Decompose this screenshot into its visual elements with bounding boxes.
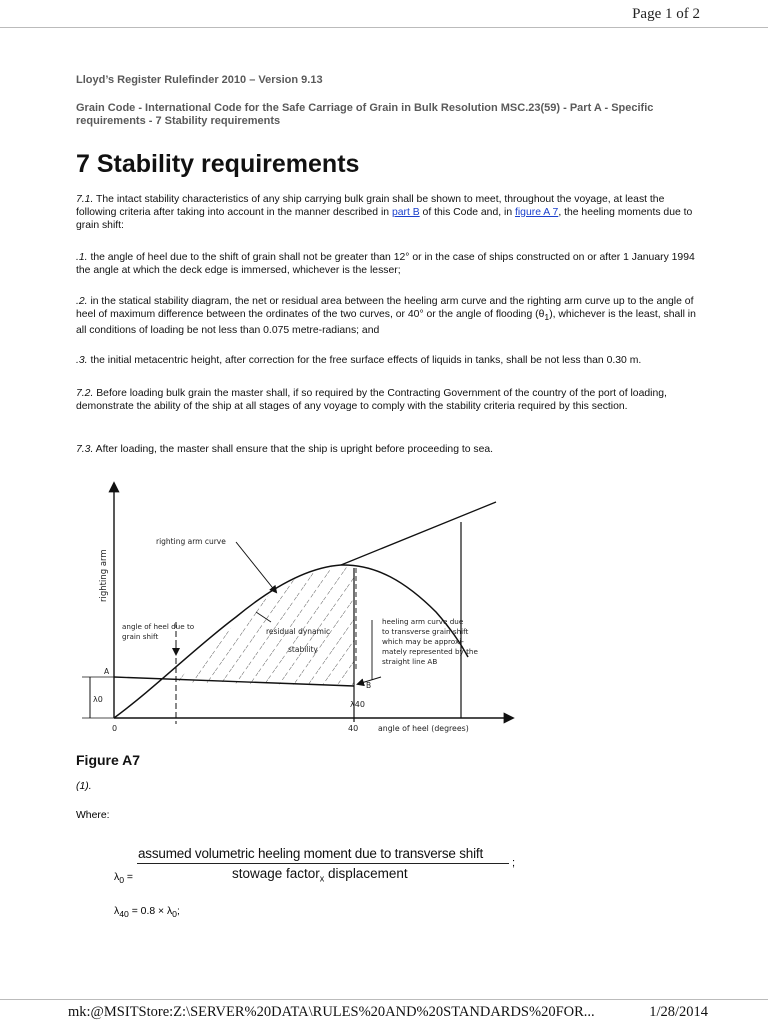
paragraph-7-2: [76, 387, 696, 413]
equation-number: (1).: [76, 781, 92, 792]
heeling-label-4: mately represented by the: [382, 647, 478, 656]
paragraph-text: After loading, the master shall ensure that the ship is upright before proceeding to sea.: [93, 444, 494, 455]
source-line: Lloyd’s Register Rulefinder 2010 – Version 9.13: [76, 74, 323, 86]
top-divider: [0, 27, 768, 28]
paragraph-text: , the heeling moments due to grain shift:: [76, 207, 693, 231]
footer: [68, 1004, 708, 1021]
heeling-label-3: which may be approxi-: [382, 637, 464, 646]
paragraph-text: of this Code and, in: [419, 207, 515, 218]
criterion-text: ), whichever is the least, shall in all conditions of loading be not less than 0.075 metre-radians; and: [76, 309, 696, 337]
lambda-symbol: λ: [114, 906, 120, 917]
residual-label-1: residual dynamic: [266, 627, 331, 636]
criterion-number: .1.: [76, 252, 88, 263]
lambda-subscript: 0: [119, 875, 125, 886]
denominator-displacement: displacement: [324, 866, 408, 881]
lambda40-definition: [114, 906, 180, 919]
criterion-text: in the statical stability diagram, the net or residual area between the heeling arm curve and the righting arm curve up to the angle of heel of maximum difference between the ordinates of the two curves, or 40° or the angle of flooding (θ: [76, 296, 694, 320]
tick-40-label: 40: [348, 724, 359, 733]
point-b-label: B: [366, 681, 372, 690]
lambda0-label: λ0: [93, 695, 103, 704]
criterion-number: .2.: [76, 296, 88, 307]
angle-heel-label-1: angle of heel due to: [122, 622, 195, 631]
criterion-2: [76, 295, 696, 337]
footer-path: mk:@MSITStore:Z:\SERVER%20DATA\RULES%20AND%20STANDARDS%20FOR...: [68, 1004, 595, 1020]
denominator-stowage: stowage factor: [232, 866, 320, 881]
formula-numerator: assumed volumetric heeling moment due to transverse shift: [138, 846, 484, 861]
residual-label-2: stability: [288, 645, 318, 654]
origin-label: 0: [112, 724, 118, 733]
fraction-bar: [137, 863, 509, 864]
lambda40-label: λ40: [350, 700, 365, 709]
criterion-text: the initial metacentric height, after correction for the free surface effects of liquids in tanks, shall be not less than 0.30 m.: [87, 355, 642, 366]
stability-diagram: [76, 472, 516, 737]
footer-date: 1/28/2014: [649, 1004, 708, 1020]
paragraph-number: 7.2.: [76, 388, 94, 399]
part-b-link[interactable]: part B: [391, 207, 420, 218]
bottom-divider: [0, 999, 768, 1000]
figure-caption: Figure A7: [76, 752, 141, 768]
formula-denominator: [232, 866, 408, 884]
paragraph-text: The intact stability characteristics of any ship carrying bulk grain shall be shown to meet, throughout the voyage, at least the following criteria after taking into account in the manner described in: [76, 194, 665, 218]
upper-curve-line: [341, 502, 496, 565]
criterion-text: the angle of heel due to the shift of grain shall not be greater than 12° or in the case of ships constructed on or after 1 January 1994 the angle at which the deck edge is immersed, whichever is the lesser;: [76, 252, 695, 276]
lambda0-definition: [114, 872, 133, 885]
equals-sign: =: [124, 872, 133, 883]
heeling-label-5: straight line AB: [382, 657, 438, 666]
criterion-1: [76, 251, 696, 277]
semicolon: ;: [177, 906, 180, 917]
angle-heel-label-2: grain shift: [122, 632, 159, 641]
where-label: Where:: [76, 810, 110, 821]
point-a-label: A: [104, 667, 110, 676]
paragraph-7-1: [76, 193, 696, 232]
paragraph-number: 7.1.: [76, 194, 94, 205]
denominator-times: x: [319, 873, 325, 884]
heeling-label-2: to transverse grain shift: [382, 627, 469, 636]
x-axis-label: angle of heel (degrees): [378, 724, 469, 733]
lambda-subscript: 40: [119, 909, 129, 920]
criterion-number: .3.: [76, 355, 88, 366]
page-number: Page 1 of 2: [632, 6, 700, 22]
breadcrumb: Grain Code - International Code for the Safe Carriage of Grain in Bulk Resolution MSC.23(59) - Part A - Specific requirements - 7 Stability requirements: [76, 102, 654, 127]
lambda40-expression: = 0.8 × λ: [128, 906, 173, 917]
page-title: 7 Stability requirements: [76, 150, 360, 178]
criterion-3: [76, 354, 696, 367]
lambda-symbol: λ: [114, 872, 120, 883]
lambda-subscript: 0: [172, 909, 177, 920]
theta-subscript: 1: [544, 312, 550, 323]
righting-curve-callout: [236, 542, 276, 592]
y-axis-label: righting arm: [99, 549, 109, 602]
paragraph-number: 7.3.: [76, 444, 94, 455]
paragraph-7-3: [76, 443, 696, 456]
formula-semicolon: ;: [512, 857, 516, 869]
figure-a7-link[interactable]: figure A 7: [514, 207, 559, 218]
righting-curve-label: righting arm curve: [156, 537, 226, 546]
paragraph-text: Before loading bulk grain the master shall, if so required by the Contracting Government of the country of the port of loading, demonstrate the ability of the ship at all stages of any voyage to comply with the stability criteria required by this section.: [76, 388, 667, 412]
heeling-label-1: heeling arm curve due: [382, 617, 464, 626]
